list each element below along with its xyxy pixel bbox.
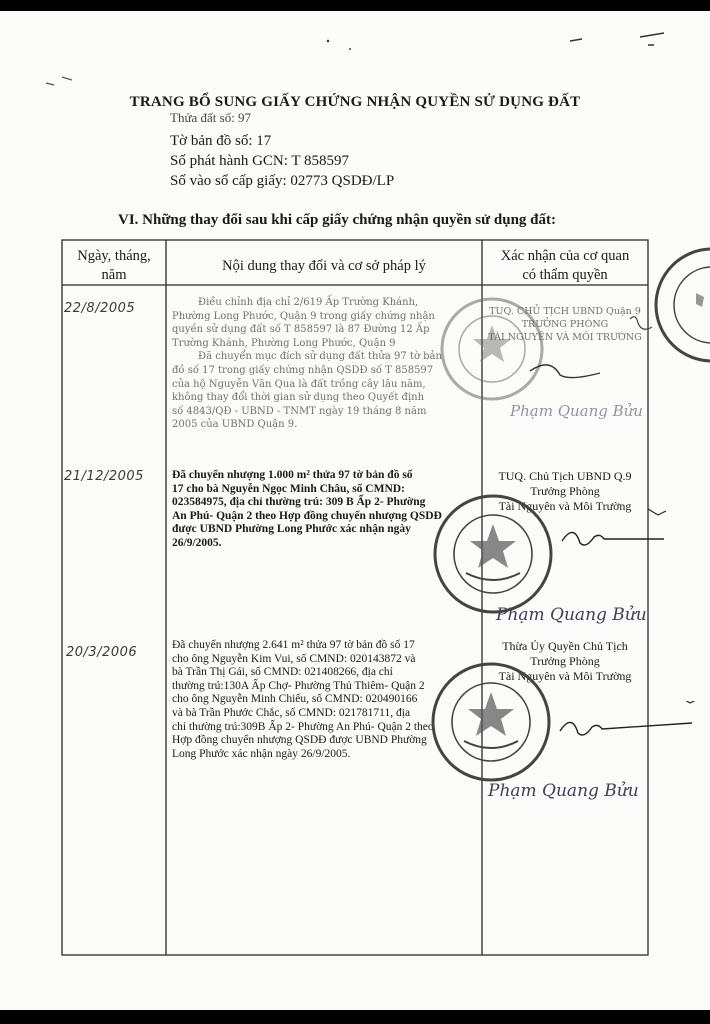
row-2-line: được UBND Phường Long Phước xác nhận ngày	[172, 523, 411, 536]
header-content: Nội dung thay đổi và cơ sở pháp lý	[222, 258, 426, 274]
row-1-line: Trường Khánh, Phường Long Phước, Quận 9	[172, 337, 396, 349]
row-1-line: đồ số 17 trong giấy chứng nhận QSDĐ số T 858597	[172, 364, 434, 376]
bottom-scan-border	[0, 1010, 710, 1024]
section-heading: VI. Những thay đổi sau khi cấp giấy chứng nhận quyền sử dụng đất:	[118, 212, 556, 228]
header-date	[62, 247, 166, 285]
document-page	[0, 11, 710, 1010]
row-2-date: 21/12/2005	[64, 469, 144, 484]
handwritten-signature-marks	[480, 301, 710, 631]
row-1-date: 22/8/2005	[64, 301, 136, 316]
row-3-line: và bà Trần Phước Chắc, số CMND: 021781711, địa	[172, 706, 411, 719]
row-3-authority-line: Thừa Ủy Quyền Chủ Tịch	[502, 639, 628, 653]
row-1-line: Điều chỉnh địa chỉ 2/619 Ấp Trường Khánh,	[198, 297, 419, 308]
top-scan-border	[0, 0, 710, 11]
row-1-line: không thay đổi thời gian sử dụng theo Quyết định	[172, 392, 425, 404]
row-2-authority-line: Tài Nguyên và Môi Trường	[498, 499, 632, 513]
header-date-line-2: năm	[101, 267, 127, 283]
row-3-date: 20/3/2006	[66, 645, 138, 660]
header-authority-line-1: Xác nhận của cơ quan	[500, 248, 630, 264]
row-1-authority-line: TUQ. CHỦ TỊCH UBND Quận 9	[489, 306, 641, 317]
row-3-signer: Phạm Quang Bửu	[488, 781, 639, 801]
row-2-signer: Phạm Quang Bửu	[496, 605, 647, 625]
row-2-authority-line: TUQ. Chủ Tịch UBND Q.9	[498, 469, 632, 483]
row-3-line: chỉ thường trú:309B Ấp 2- Phường An Phú- Quận 2 theo	[172, 720, 434, 733]
row-3-line: Long Phước xác nhận ngày 26/9/2005.	[172, 747, 351, 760]
row-2-line: 023584975, địa chỉ thường trú: 309 B Ấp 2- Phường	[172, 496, 426, 509]
header-authority-line-2: có thẩm quyền	[522, 267, 608, 283]
row-1-signer: Phạm Quang Bửu	[510, 402, 643, 420]
row-1-line: của hộ Nguyễn Văn Qua là đất trồng cây lâu năm,	[172, 378, 426, 390]
handwritten-signature-marks	[480, 701, 710, 771]
map-sheet-number: Tờ bản đồ số: 17	[170, 133, 272, 149]
row-3-line: bà Trần Thị Gái, số CMND: 021408266, địa chỉ	[172, 666, 393, 679]
row-3-line: cho ông Nguyễn Kim Vui, số CMND: 020143872 và	[172, 652, 416, 665]
row-2-line: An Phú- Quận 2 theo Hợp đồng chuyển nhượng QSDĐ	[172, 509, 442, 522]
row-2-authority-line: Trưởng Phòng	[530, 484, 600, 498]
row-1-line: Đã chuyển mục đích sử dụng đất thửa 97 tờ bản	[198, 351, 442, 363]
row-1-authority-line: TRƯỞNG PHÒNG	[521, 319, 609, 330]
certificate-number: Số phát hành GCN: T 858597	[170, 153, 350, 169]
row-1-authority-line: TÀI NGUYÊN VÀ MÔI TRƯỜNG	[488, 332, 642, 343]
row-1-line: số 4843/QĐ - UBND - TNMT ngày 19 tháng 8 năm	[172, 405, 427, 417]
row-1-line: 2005 của UBND Quận 9.	[172, 419, 298, 431]
row-3-line: Đã chuyển nhượng 2.641 m² thửa 97 tờ bản đồ số 17	[172, 639, 415, 651]
document-title: TRANG BỔ SUNG GIẤY CHỨNG NHẬN QUYỀN SỬ DỤNG ĐẤT	[129, 94, 581, 110]
row-2-line: 26/9/2005.	[172, 536, 222, 549]
register-number: Số vào sổ cấp giấy: 02773 QSDĐ/LP	[170, 173, 395, 189]
row-3-authority-line: Trưởng Phòng	[530, 654, 600, 668]
row-3-line: cho ông Nguyễn Minh Chiếu, số CMND: 020490166	[172, 693, 418, 706]
row-1-content	[172, 296, 478, 432]
parcel-number: Thửa đất số: 97	[170, 110, 252, 125]
row-2-line: Đã chuyển nhượng 1.000 m² thửa 97 tờ bản đồ số	[172, 469, 413, 481]
row-3-authority-line: Tài Nguyên và Môi Trường	[498, 669, 632, 683]
row-2-line: 17 cho bà Nguyễn Ngọc Minh Châu, số CMND:	[172, 482, 405, 495]
row-1-line: Phường Long Phước, Quận 9 trong giấy chứng nhận	[172, 310, 435, 322]
header-date-line-1: Ngày, tháng,	[77, 248, 151, 264]
row-1-line: quyền sử dụng đất số T 858597 là 87 Đường 12 Ấp	[172, 324, 430, 336]
header-authority	[482, 247, 648, 285]
row-3-line: thường trú:130A Ấp Chợ- Phường Thủ Thiêm- Quận 2	[172, 679, 425, 692]
row-3-line: Hợp đồng chuyển nhượng QSDĐ được UBND Phường	[172, 734, 427, 747]
